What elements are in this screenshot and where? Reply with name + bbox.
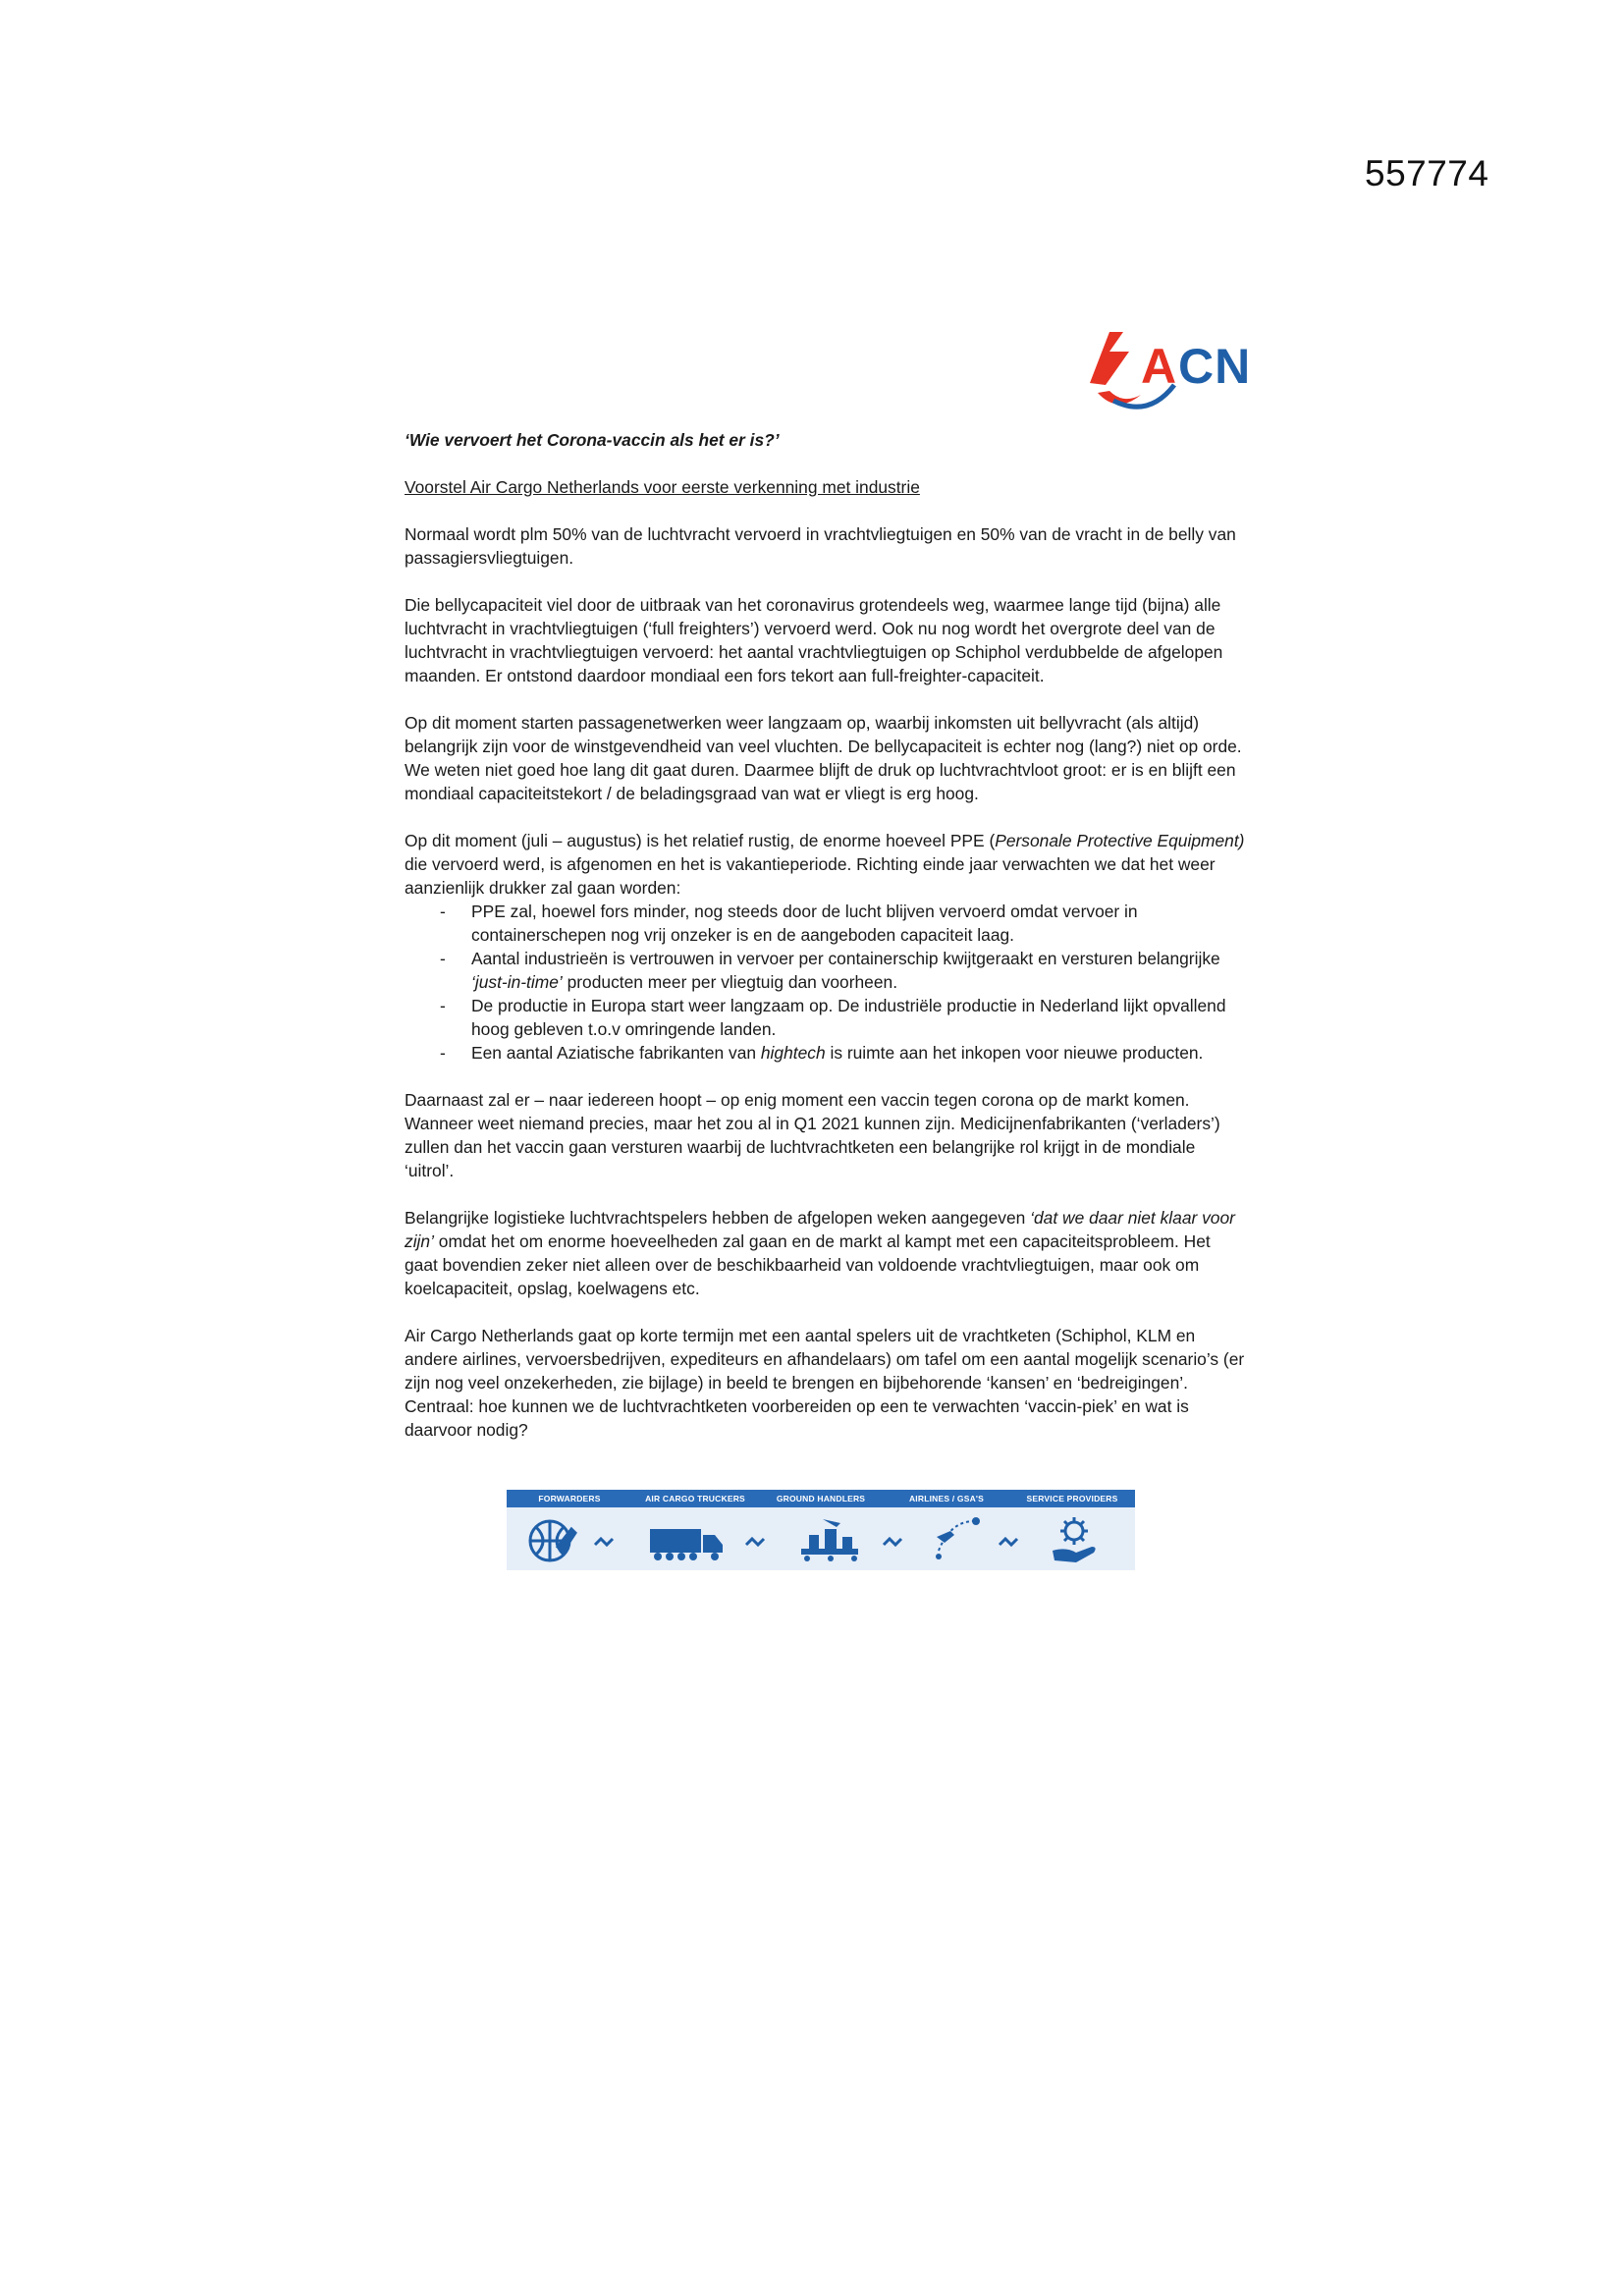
- flight-path-icon: [936, 1517, 980, 1559]
- acn-logo: [1080, 324, 1276, 414]
- expectation-list: [405, 900, 1245, 1065]
- chain-label-service-providers: SERVICE PROVIDERS: [1026, 1494, 1118, 1503]
- list-item: - De productie in Europa start weer langzaam op. De industriële productie in Nederland lijkt opvallend hoog gebleven t.o.v omringende landen.: [405, 994, 1245, 1041]
- svg-text:CN: CN: [1178, 339, 1252, 394]
- chain-link-icon: [746, 1539, 764, 1545]
- chain-link-icon: [884, 1539, 901, 1545]
- supply-chain-graphic: [507, 1490, 1135, 1570]
- truck-icon: [650, 1529, 723, 1560]
- letter-body: [405, 428, 1245, 1465]
- letter-title: ‘Wie vervoert het Corona-vaccin als het er is?’: [405, 430, 780, 450]
- document-number: 557774: [1365, 153, 1489, 193]
- letter-subtitle: Voorstel Air Cargo Netherlands voor eerste verkenning met industrie: [405, 477, 920, 497]
- svg-text:A: A: [1141, 339, 1178, 394]
- paragraph-3: Op dit moment starten passagenetwerken weer langzaam op, waarbij inkomsten uit bellyvracht (als altijd) belangrijk zijn voor de winstgevendheid van veel vluchten. De bellycapaciteit is echter nog (lang?) niet op orde. We weten niet goed hoe lang dit gaat duren. Daarmee blijft de druk op luchtvrachtvloot groot: er is en blijft een mondiaal capaciteitstekort / de beladingsgraad van wat er vliegt is erg hoog.: [405, 713, 1242, 803]
- list-item: - PPE zal, hoewel fors minder, nog steeds door de lucht blijven vervoerd omdat vervoer in containerschepen nog vrij onzeker is en de aangeboden capaciteit laag.: [405, 900, 1245, 947]
- chain-label-airlines: AIRLINES / GSA'S: [908, 1494, 985, 1503]
- paragraph-7: Air Cargo Netherlands gaat op korte termijn met een aantal spelers uit de vrachtketen (Schiphol, KLM en andere airlines, vervoersbedrijven, expediteurs en afhandelaars) om tafel om een aantal mogelijk scenario’s (er zijn nog veel onzekerheden, zie bijlage) in beeld te brengen en bijbehorende ‘kansen’ en ‘bedreigingen’. Centraal: hoe kunnen we de luchtvrachtketen voorbereiden op een te verwachten ‘vaccin-piek’ en wat is daarvoor nodig?: [405, 1326, 1245, 1440]
- chain-link-icon: [595, 1539, 613, 1545]
- gear-hand-icon: [1053, 1517, 1096, 1562]
- paragraph-1: Normaal wordt plm 50% van de luchtvracht vervoerd in vrachtvliegtuigen en 50% van de vracht in de belly van passagiersvliegtuigen.: [405, 524, 1236, 568]
- list-item: - Een aantal Aziatische fabrikanten van hightech is ruimte aan het inkopen voor nieuwe producten.: [405, 1041, 1245, 1065]
- ground-handling-icon: [801, 1519, 858, 1561]
- chain-icons: [507, 1507, 1135, 1570]
- chain-label-ground-handlers: GROUND HANDLERS: [776, 1494, 866, 1503]
- paragraph-6: Belangrijke logistieke luchtvrachtspelers hebben de afgelopen weken aangegeven ‘dat we daar niet klaar voor zijn’ omdat het om enorme hoeveelheden zal gaan en de markt al kampt met een capaciteitsprobleem. Het gaat bovendien zeker niet alleen over de beschikbaarheid van voldoende vrachtvliegtuigen, maar ook om koelcapaciteit, opslag, koelwagens etc.: [405, 1208, 1235, 1298]
- globe-plane-icon: [530, 1521, 575, 1560]
- chain-label-truckers: AIR CARGO TRUCKERS: [645, 1494, 745, 1503]
- paragraph-4: Op dit moment (juli – augustus) is het relatief rustig, de enorme hoeveel PPE (Personale Protective Equipment) die vervoerd werd, is afgenomen en het is vakantieperiode. Richting einde jaar verwachten we dat het weer aanzienlijk drukker zal gaan worden:: [405, 831, 1245, 898]
- paragraph-5: Daarnaast zal er – naar iedereen hoopt – op enig moment een vaccin tegen corona op de markt komen. Wanneer weet niemand precies, maar het zou al in Q1 2021 kunnen zijn. Medicijnenfabrikanten (‘verladers’) zullen dan het vaccin gaan versturen waarbij de luchtvrachtketen een belangrijke rol krijgt in de mondiale ‘uitrol’.: [405, 1090, 1220, 1180]
- chain-link-icon: [1000, 1539, 1017, 1545]
- chain-label-forwarders: FORWARDERS: [538, 1494, 601, 1503]
- list-item: - Aantal industrieën is vertrouwen in vervoer per containerschip kwijtgeraakt en versturen belangrijke ‘just-in-time’ producten meer per vliegtuig dan voorheen.: [405, 947, 1245, 994]
- chain-header: [507, 1490, 1135, 1507]
- paragraph-2: Die bellycapaciteit viel door de uitbraak van het coronavirus grotendeels weg, waarmee lange tijd (bijna) alle luchtvracht in vrachtvliegtuigen (‘full freighters’) vervoerd werd. Ook nu nog wordt het overgrote deel van de luchtvracht in vrachtvliegtuigen vervoerd: het aantal vrachtvliegtuigen op Schiphol verdubbelde de afgelopen maanden. Er ontstond daardoor mondiaal een fors tekort aan full-freighter-capaciteit.: [405, 595, 1223, 685]
